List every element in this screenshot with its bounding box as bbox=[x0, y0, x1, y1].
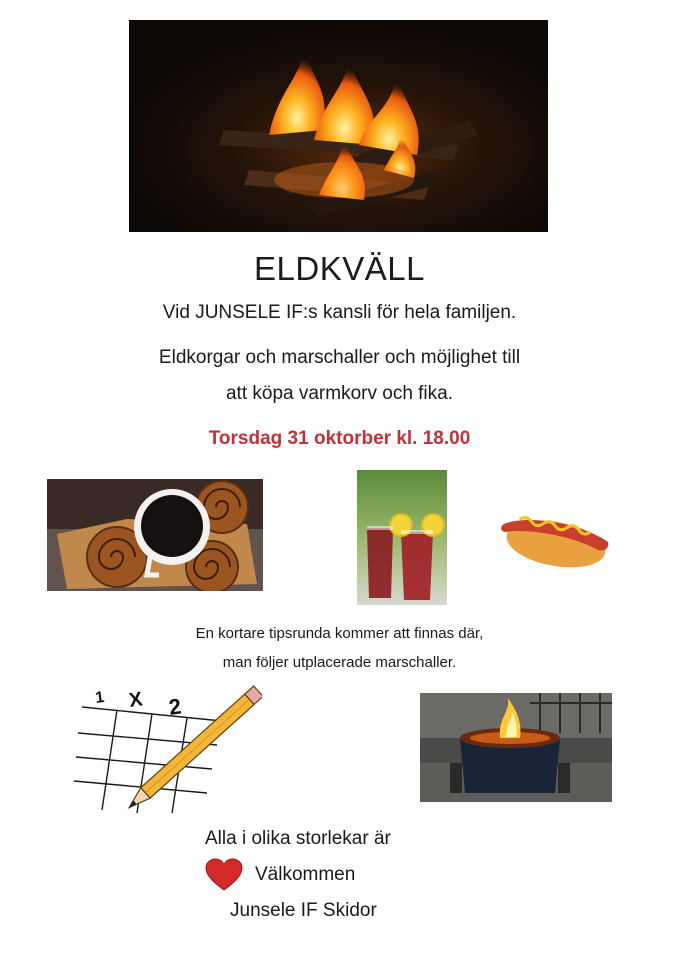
heart-icon bbox=[205, 858, 243, 892]
event-title: ELDKVÄLL bbox=[254, 250, 425, 287]
welcome-line: Alla i olika storlekar är bbox=[205, 828, 391, 849]
quiz-info-line-2: man följer utplacerade marschaller. bbox=[222, 654, 457, 671]
organizer-signature: Junsele IF Skidor bbox=[230, 900, 377, 921]
quiz-sheet-illustration bbox=[72, 685, 262, 815]
campfire-photo bbox=[129, 20, 548, 232]
quiz-mark-1: 1 bbox=[94, 688, 106, 707]
location-line: Vid JUNSELE IF:s kansli för hela familjen. bbox=[162, 302, 517, 323]
quiz-info-line-1: En kortare tipsrunda kommer att finnas där, bbox=[195, 625, 484, 642]
fire-basket-photo bbox=[420, 693, 612, 802]
drinks-photo bbox=[357, 470, 447, 605]
coffee-buns-photo bbox=[47, 479, 263, 591]
welcome-word: Välkommen bbox=[255, 864, 356, 885]
quiz-mark-x: X bbox=[127, 688, 144, 712]
description-line-1: Eldkorgar och marschaller och möjlighet till bbox=[158, 347, 521, 368]
quiz-mark-2: 2 bbox=[167, 693, 183, 720]
event-date: Torsdag 31 oktorber kl. 18.00 bbox=[208, 428, 471, 449]
description-line-2: att köpa varmkorv och fika. bbox=[225, 383, 454, 404]
hotdog-illustration bbox=[498, 502, 613, 576]
